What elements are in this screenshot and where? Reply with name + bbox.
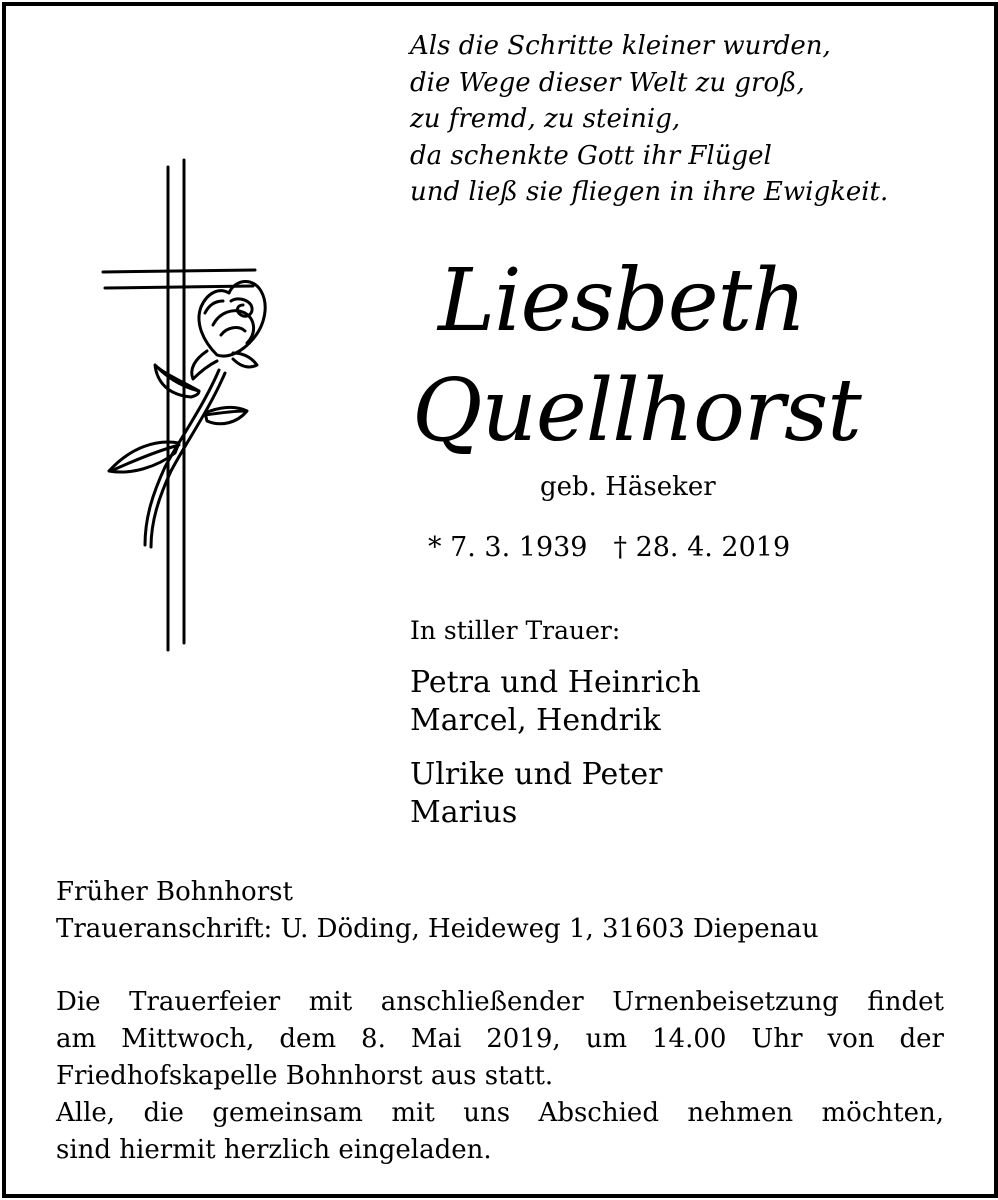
mourner-line: Ulrike und Peter bbox=[410, 757, 663, 792]
cross-with-rose-icon bbox=[95, 155, 275, 655]
birth-date: * 7. 3. 1939 bbox=[428, 532, 588, 563]
deceased-first-name: Liesbeth bbox=[438, 251, 806, 351]
life-dates bbox=[428, 532, 790, 563]
poem-line: und ließ sie fliegen in ihre Ewigkeit. bbox=[410, 177, 889, 207]
address-line: Traueranschrift: U. Döding, Heideweg 1, 31603 Diepenau bbox=[56, 914, 819, 944]
birth-name: geb. Häseker bbox=[540, 472, 716, 502]
ceremony-line: am Mittwoch, dem 8. Mai 2019, um 14.00 Uhr von der bbox=[56, 1024, 944, 1054]
ceremony-info bbox=[56, 984, 944, 1169]
mourner-group bbox=[410, 756, 662, 832]
ceremony-line: Friedhofskapelle Bohnhorst aus statt. bbox=[56, 1061, 554, 1091]
mourner-line: Petra und Heinrich bbox=[410, 665, 701, 700]
poem-line: zu fremd, zu steinig, bbox=[410, 104, 681, 134]
mourning-label: In stiller Trauer: bbox=[410, 616, 621, 645]
deceased-last-name: Quellhorst bbox=[412, 361, 861, 461]
ceremony-line: Alle, die gemeinsam mit uns Abschied nehmen möchten, bbox=[56, 1098, 944, 1128]
ceremony-line: Die Trauerfeier mit anschließender Urnenbeisetzung findet bbox=[56, 987, 944, 1017]
mourning-address bbox=[56, 874, 819, 948]
mourner-line: Marius bbox=[410, 795, 518, 830]
mourner-line: Marcel, Hendrik bbox=[410, 703, 661, 738]
poem-line: da schenkte Gott ihr Flügel bbox=[410, 140, 772, 171]
mourner-group bbox=[410, 664, 701, 740]
poem-line: Als die Schritte kleiner wurden, bbox=[410, 31, 831, 61]
address-line: Früher Bohnhorst bbox=[56, 877, 293, 907]
ceremony-line: sind hiermit herzlich eingeladen. bbox=[56, 1135, 492, 1165]
death-date: † 28. 4. 2019 bbox=[613, 532, 791, 563]
memorial-poem bbox=[410, 28, 970, 211]
poem-line: die Wege dieser Welt zu groß, bbox=[410, 67, 805, 98]
